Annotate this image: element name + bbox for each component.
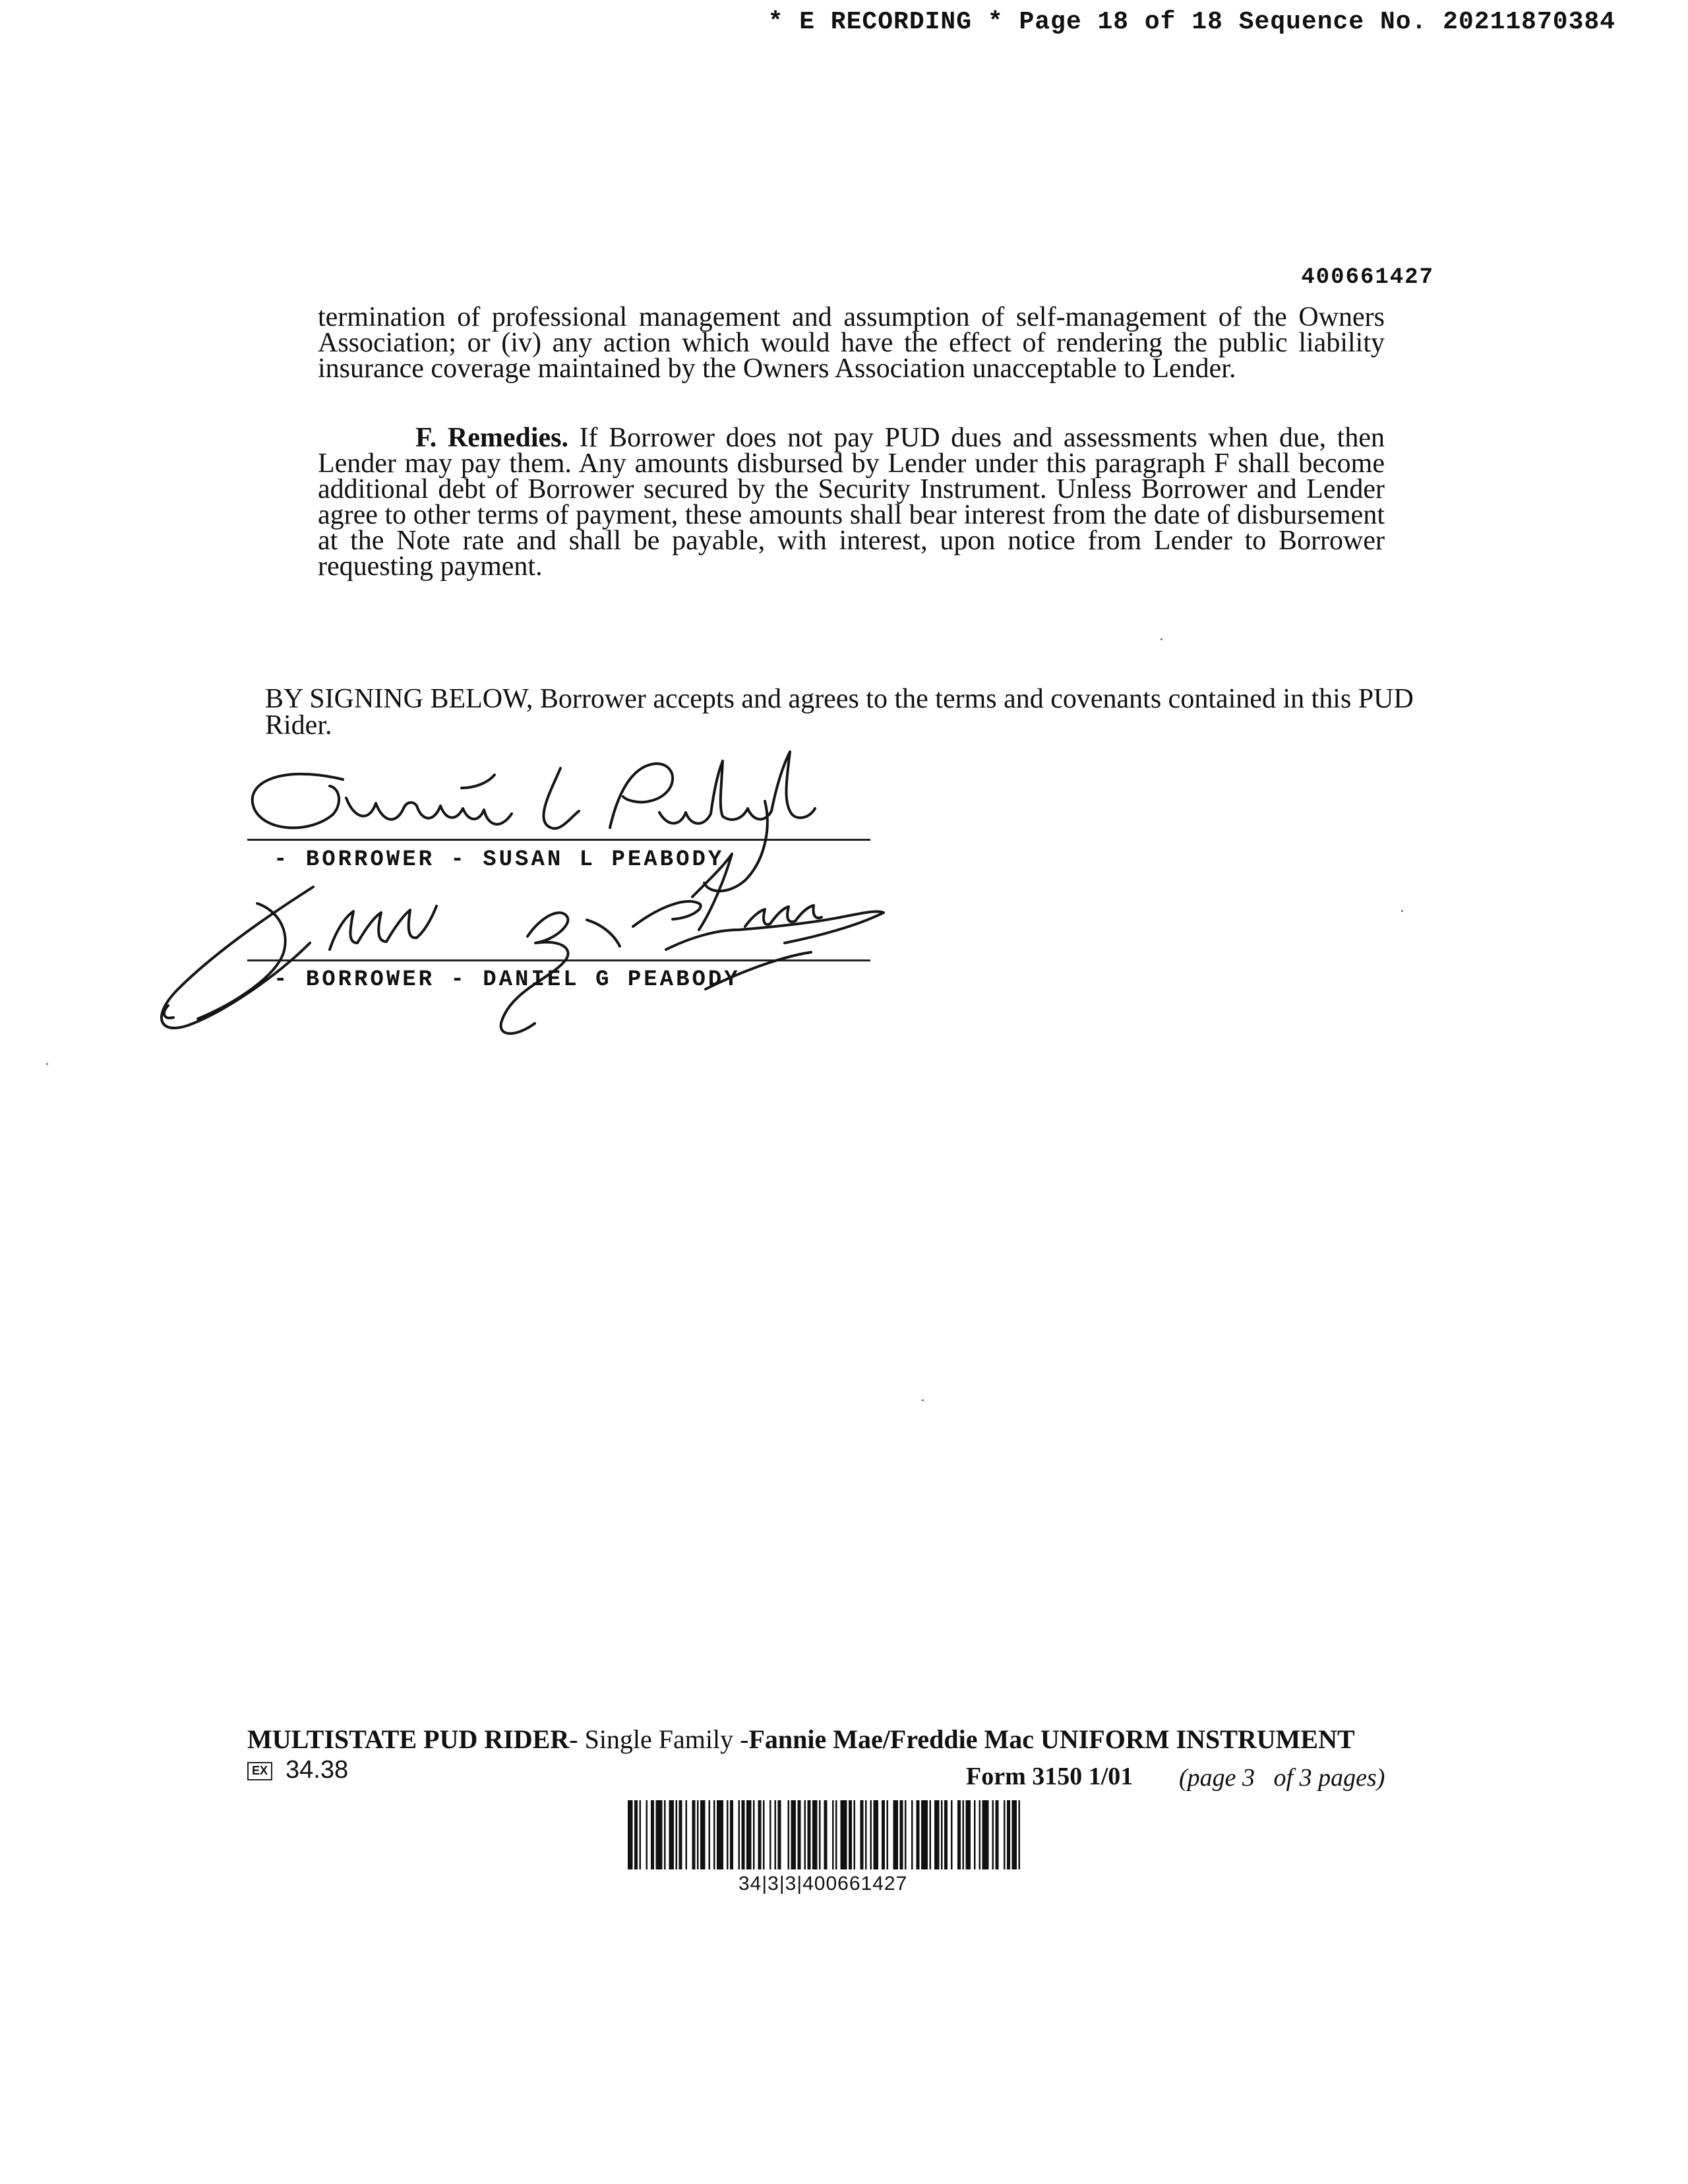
scan-speck	[1160, 638, 1162, 640]
signature-label-borrower-2: - BORROWER - DANIEL G PEABODY	[274, 967, 740, 992]
form-number: Form 3150 1/01	[966, 1763, 1133, 1790]
footer-code-row	[247, 1756, 348, 1784]
footer-code: 34.38	[286, 1756, 349, 1784]
footer-form-title	[247, 1724, 1355, 1755]
paragraph-continuation: termination of professional management and assumption of self-management of the Owners Association; or (iv) any action which would have the effect of rendering the public liability insurance coverage maintained by the Owners Association unacceptable to Lender.	[318, 302, 1385, 384]
ex-logo-icon: EX	[247, 1762, 272, 1780]
scan-speck	[922, 1399, 924, 1401]
barcode-icon	[626, 1800, 1022, 1869]
footer-title-part-1: MULTISTATE PUD RIDER	[247, 1724, 570, 1754]
footer-title-part-2: - Single Family -	[569, 1724, 749, 1754]
barcode-text: 34|3|3|400661427	[738, 1873, 908, 1895]
signature-daniel-peabody	[162, 854, 884, 1033]
footer-title-part-3: Fannie Mae/Freddie Mac UNIFORM INSTRUMENT	[748, 1724, 1355, 1754]
scan-speck	[46, 1063, 48, 1065]
paragraph-remedies	[318, 425, 1385, 580]
loan-number: 400661427	[1301, 265, 1434, 290]
signature-line-borrower-2	[247, 959, 870, 961]
remedies-text: If Borrower does not pay PUD dues and assessments when due, then Lender may pay them. Any amounts disbursed by Lender under this paragraph F shall become additional debt of Borrower secured by the Security Instrument. Unless Borrower and Lender agree to other terms of payment, these amounts shall bear interest from the date of disbursement at the Note rate and shall be payable, with interest, upon notice from Lender to Borrower requesting payment.	[318, 423, 1385, 582]
recording-header: * E RECORDING * Page 18 of 18 Sequence No. 20211870384	[768, 8, 1615, 36]
signature-label-borrower-1: - BORROWER - SUSAN L PEABODY	[274, 847, 725, 872]
remedies-heading: F. Remedies.	[415, 423, 568, 453]
signing-statement: BY SIGNING BELOW, Borrower accepts and agrees to the terms and covenants contained in this PUD Rider.	[265, 684, 1414, 741]
signature-line-borrower-1	[247, 839, 870, 841]
scan-speck	[1401, 910, 1403, 912]
page-count: (page 3 of 3 pages)	[1179, 1764, 1385, 1792]
